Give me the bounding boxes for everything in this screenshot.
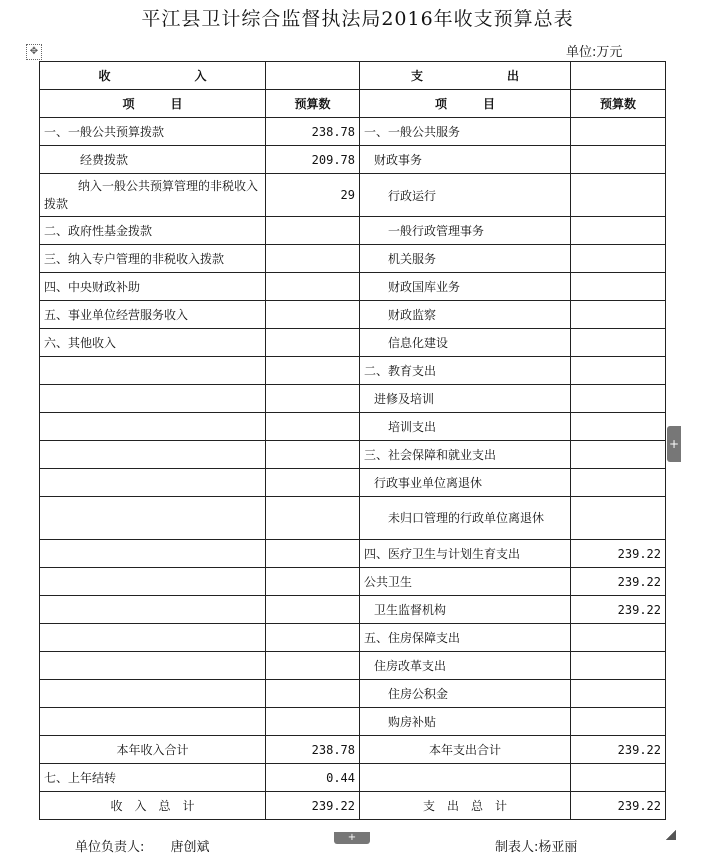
table-row xyxy=(40,680,666,708)
expense-item-cell[interactable]: 购房补贴 xyxy=(360,708,571,736)
expense-item-cell[interactable]: 培训支出 xyxy=(360,413,571,441)
expense-item-cell[interactable]: 一、一般公共服务 xyxy=(360,118,571,146)
expense-item-cell[interactable]: 公共卫生 xyxy=(360,568,571,596)
table-row xyxy=(40,118,666,146)
income-item-cell[interactable]: 七、上年结转 xyxy=(40,764,266,792)
table-move-handle-icon[interactable]: ✥ xyxy=(26,44,42,60)
table-row xyxy=(40,413,666,441)
expense-amount-cell[interactable]: 239.22 xyxy=(571,596,666,624)
budget-table xyxy=(39,61,666,820)
expense-amount-cell[interactable] xyxy=(571,652,666,680)
table-row xyxy=(40,596,666,624)
table-row xyxy=(40,217,666,245)
income-item-cell[interactable] xyxy=(40,441,266,469)
expense-item-cell[interactable]: 信息化建设 xyxy=(360,329,571,357)
income-subtotal-label[interactable]: 本年收入合计 xyxy=(40,736,266,764)
income-amount-cell[interactable] xyxy=(266,652,360,680)
income-grand-total-amount[interactable]: 239.22 xyxy=(266,792,360,820)
income-item-cell[interactable]: 二、政府性基金拨款 xyxy=(40,217,266,245)
income-amount-cell[interactable] xyxy=(266,708,360,736)
income-item-cell[interactable]: 四、中央财政补助 xyxy=(40,273,266,301)
expense-amount-cell[interactable] xyxy=(571,245,666,273)
header-blank-cell xyxy=(266,62,360,90)
income-amount-cell[interactable] xyxy=(266,596,360,624)
expense-item-cell[interactable]: 四、医疗卫生与计划生育支出 xyxy=(360,540,571,568)
expense-amount-cell[interactable] xyxy=(571,273,666,301)
footer-responsible xyxy=(75,836,210,855)
expense-subtotal-label[interactable]: 本年支出合计 xyxy=(360,736,571,764)
table-row xyxy=(40,736,666,764)
expense-amount-cell[interactable] xyxy=(571,624,666,652)
table-row xyxy=(40,792,666,820)
table-row xyxy=(40,385,666,413)
income-item-cell[interactable] xyxy=(40,385,266,413)
preparer-name: 杨亚丽 xyxy=(538,840,578,855)
expense-amount-cell[interactable] xyxy=(571,357,666,385)
expense-amount-cell[interactable] xyxy=(571,441,666,469)
income-subtotal-amount[interactable]: 238.78 xyxy=(266,736,360,764)
income-item-cell[interactable] xyxy=(40,357,266,385)
income-item-cell[interactable]: 一、一般公共预算拨款 xyxy=(40,118,266,146)
expense-grand-total-amount[interactable]: 239.22 xyxy=(571,792,666,820)
income-item-cell[interactable] xyxy=(40,708,266,736)
income-amount-cell[interactable]: 238.78 xyxy=(266,118,360,146)
income-item-cell[interactable] xyxy=(40,568,266,596)
expense-amount-cell[interactable] xyxy=(571,764,666,792)
header-blank-cell xyxy=(571,62,666,90)
income-item-cell[interactable] xyxy=(40,624,266,652)
expense-subtotal-amount[interactable]: 239.22 xyxy=(571,736,666,764)
income-item-cell[interactable] xyxy=(40,596,266,624)
table-row xyxy=(40,540,666,568)
expense-grand-total-label[interactable]: 支 出 总 计 xyxy=(360,792,571,820)
income-amount-cell[interactable] xyxy=(266,441,360,469)
income-item-cell[interactable]: 三、纳入专户管理的非税收入拨款 xyxy=(40,245,266,273)
expense-item-cell[interactable]: 卫生监督机构 xyxy=(360,596,571,624)
expense-item-cell[interactable]: 住房改革支出 xyxy=(360,652,571,680)
income-amount-cell[interactable] xyxy=(266,540,360,568)
income-amount-cell[interactable] xyxy=(266,624,360,652)
expense-item-cell[interactable]: 财政事务 xyxy=(360,146,571,174)
table-row xyxy=(40,568,666,596)
expense-amount-cell[interactable] xyxy=(571,301,666,329)
expense-amount-cell[interactable] xyxy=(571,680,666,708)
income-item-cell[interactable]: 五、事业单位经营服务收入 xyxy=(40,301,266,329)
table-row xyxy=(40,469,666,497)
expense-amount-cell[interactable] xyxy=(571,329,666,357)
expense-amount-cell[interactable] xyxy=(571,146,666,174)
income-amount-cell[interactable] xyxy=(266,385,360,413)
income-amount-cell[interactable] xyxy=(266,680,360,708)
table-row xyxy=(40,441,666,469)
expense-item-cell[interactable]: 一般行政管理事务 xyxy=(360,217,571,245)
table-row xyxy=(40,245,666,273)
income-amount-cell[interactable] xyxy=(266,273,360,301)
expense-item-cell[interactable]: 财政监察 xyxy=(360,301,571,329)
table-row xyxy=(40,764,666,792)
income-amount-cell[interactable] xyxy=(266,329,360,357)
income-amount-cell[interactable]: 209.78 xyxy=(266,146,360,174)
expense-amount-cell[interactable] xyxy=(571,118,666,146)
expense-item-cell[interactable]: 五、住房保障支出 xyxy=(360,624,571,652)
expense-budget-header: 预算数 xyxy=(571,90,666,118)
income-item-header: 项 目 xyxy=(40,90,266,118)
expense-amount-cell[interactable] xyxy=(571,385,666,413)
income-amount-cell[interactable] xyxy=(266,301,360,329)
income-amount-cell[interactable] xyxy=(266,217,360,245)
footer-preparer xyxy=(495,836,577,855)
income-amount-cell[interactable]: 29 xyxy=(266,174,360,217)
document-title: 平江县卫计综合监督执法局2016年收支预算总表 xyxy=(141,8,574,30)
expense-item-cell[interactable]: 行政事业单位离退休 xyxy=(360,469,571,497)
table-row xyxy=(40,624,666,652)
expense-item-cell[interactable]: 三、社会保障和就业支出 xyxy=(360,441,571,469)
expense-amount-cell[interactable]: 239.22 xyxy=(571,540,666,568)
income-amount-cell[interactable] xyxy=(266,568,360,596)
expense-item-header: 项 目 xyxy=(360,90,571,118)
expense-amount-cell[interactable]: 239.22 xyxy=(571,568,666,596)
table-row xyxy=(40,652,666,680)
expense-item-cell[interactable] xyxy=(360,764,571,792)
income-header: 收 入 xyxy=(40,62,266,90)
income-item-cell[interactable] xyxy=(40,469,266,497)
expense-amount-cell[interactable] xyxy=(571,174,666,217)
table-resize-handle-icon[interactable] xyxy=(666,830,676,840)
income-amount-cell[interactable] xyxy=(266,497,360,540)
table-row xyxy=(40,708,666,736)
income-item-cell[interactable]: 纳入一般公共预算管理的非税收入拨款 xyxy=(40,174,266,217)
income-item-cell[interactable] xyxy=(40,680,266,708)
expense-item-cell[interactable]: 住房公积金 xyxy=(360,680,571,708)
expense-amount-cell[interactable] xyxy=(571,708,666,736)
responsible-name: 唐创斌 xyxy=(170,840,210,855)
table-row xyxy=(40,273,666,301)
table-row xyxy=(40,146,666,174)
expense-item-cell[interactable]: 未归口管理的行政单位离退休 xyxy=(360,497,571,540)
expense-item-cell[interactable]: 二、教育支出 xyxy=(360,357,571,385)
table-row xyxy=(40,301,666,329)
expense-amount-cell[interactable] xyxy=(571,413,666,441)
income-amount-cell[interactable] xyxy=(266,413,360,441)
income-budget-header: 预算数 xyxy=(266,90,360,118)
expense-item-cell[interactable]: 行政运行 xyxy=(360,174,571,217)
income-item-cell[interactable]: 六、其他收入 xyxy=(40,329,266,357)
income-item-cell[interactable] xyxy=(40,540,266,568)
add-row-icon[interactable]: + xyxy=(334,832,370,844)
income-item-cell[interactable] xyxy=(40,497,266,540)
income-amount-cell[interactable] xyxy=(266,245,360,273)
expense-amount-cell[interactable] xyxy=(571,497,666,540)
expense-amount-cell[interactable] xyxy=(571,469,666,497)
expense-header: 支 出 xyxy=(360,62,571,90)
income-grand-total-label[interactable]: 收 入 总 计 xyxy=(40,792,266,820)
unit-label: 单位:万元 xyxy=(566,45,623,60)
preparer-label: 制表人: xyxy=(495,840,539,855)
expense-item-cell[interactable]: 机关服务 xyxy=(360,245,571,273)
expense-item-cell[interactable]: 财政国库业务 xyxy=(360,273,571,301)
table-row xyxy=(40,497,666,540)
expense-item-cell[interactable]: 进修及培训 xyxy=(360,385,571,413)
add-column-icon[interactable]: + xyxy=(667,426,681,462)
table-row xyxy=(40,357,666,385)
table-row xyxy=(40,329,666,357)
income-amount-cell[interactable]: 0.44 xyxy=(266,764,360,792)
expense-amount-cell[interactable] xyxy=(571,217,666,245)
income-amount-cell[interactable] xyxy=(266,469,360,497)
income-item-cell[interactable] xyxy=(40,652,266,680)
table-row xyxy=(40,174,666,217)
income-item-cell[interactable] xyxy=(40,413,266,441)
income-amount-cell[interactable] xyxy=(266,357,360,385)
responsible-label: 单位负责人: xyxy=(75,840,145,855)
income-item-cell[interactable]: 经费拨款 xyxy=(40,146,266,174)
